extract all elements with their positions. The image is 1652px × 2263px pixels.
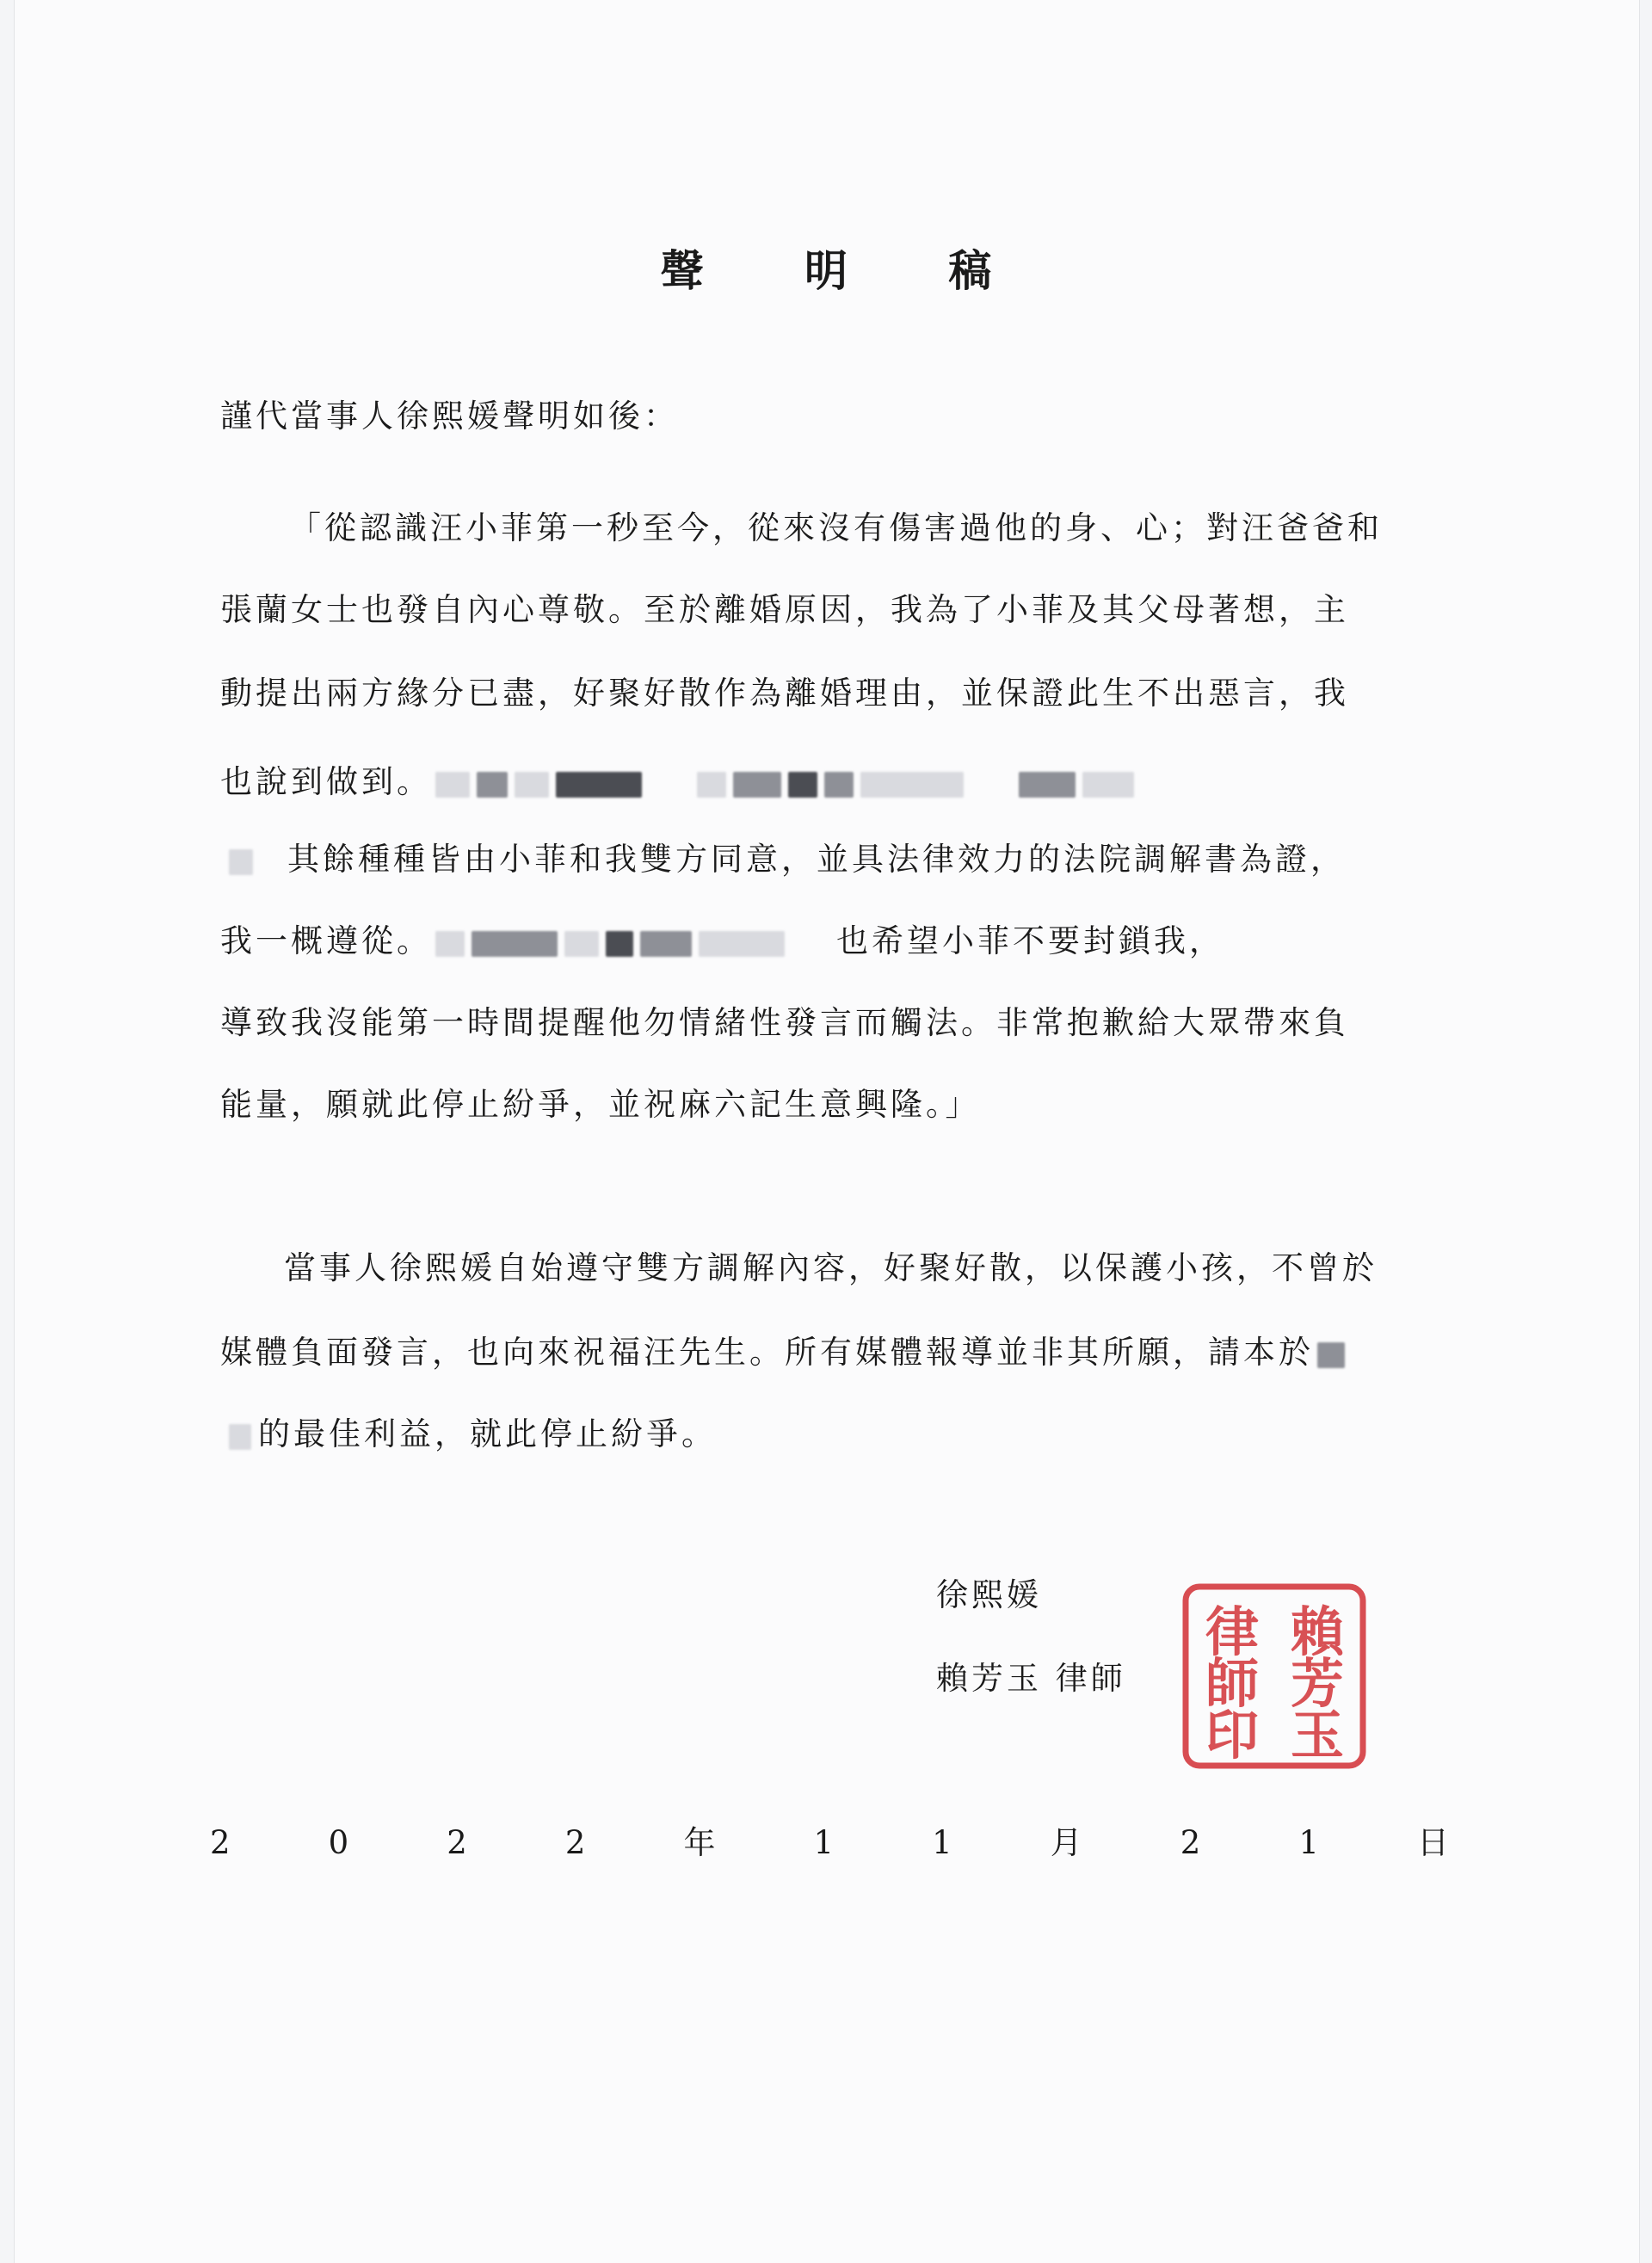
- redaction-mark: [1082, 772, 1134, 798]
- redaction-mark: [788, 772, 817, 798]
- redaction-mark: [435, 772, 470, 798]
- date-char: 2: [447, 1824, 467, 1861]
- seal-char: 師: [1205, 1652, 1260, 1715]
- seal-char: 律: [1205, 1600, 1260, 1663]
- date-char: 2: [1180, 1824, 1201, 1861]
- date-char: 1: [932, 1824, 952, 1861]
- quote-line-4-text: 也說到做到。: [220, 763, 432, 800]
- redaction-mark: [733, 772, 781, 798]
- redaction-mark: [229, 849, 253, 875]
- signatory-name: 徐熙媛: [936, 1576, 1042, 1613]
- document-title: 聲 明 稿: [660, 245, 1035, 296]
- statement-line-2-text: 媒體負面發言，也向來祝福汪先生。所有媒體報導並非其所願，請本於: [220, 1334, 1314, 1371]
- quote-line-4: [220, 762, 1137, 803]
- redaction-mark: [515, 772, 549, 798]
- date-char: 日: [1417, 1824, 1449, 1861]
- redaction-mark: [472, 931, 558, 957]
- redaction-mark: [564, 931, 599, 957]
- quote-line-6: [220, 921, 1224, 962]
- redaction-mark: [1317, 1342, 1345, 1368]
- redaction-mark: [556, 772, 642, 798]
- date-char: 月: [1050, 1824, 1082, 1861]
- date-char: 1: [1298, 1824, 1319, 1861]
- seal-char: 賴: [1290, 1600, 1345, 1663]
- quote-line-5-text: 其餘種種皆由小菲和我雙方同意，並具法律效力的法院調解書為證，: [287, 841, 1346, 878]
- quote-line-7: 導致我沒能第一時間提醒他勿情緒性發言而觸法。非常抱歉給大眾帶來負: [220, 1004, 1349, 1041]
- lawyer-name: 賴芳玉 律師: [936, 1660, 1126, 1697]
- lawyer-seal-stamp: [1180, 1582, 1368, 1771]
- date-char: 1: [813, 1824, 835, 1861]
- date-char: 0: [328, 1824, 349, 1861]
- date-char: 2: [210, 1824, 231, 1861]
- seal-char: 印: [1205, 1704, 1260, 1767]
- redaction-mark: [699, 931, 785, 957]
- redaction-mark: [640, 931, 692, 957]
- statement-line-1: 當事人徐熙媛自始遵守雙方調解內容，好聚好散，以保護小孩，不曾於: [284, 1249, 1378, 1286]
- quote-line-5: [225, 839, 1346, 880]
- statement-line-2: [220, 1332, 1348, 1373]
- date-char: 2: [564, 1824, 586, 1861]
- document-date: [210, 1822, 1449, 1864]
- redaction-mark: [477, 772, 508, 798]
- quote-line-8: 能量，願就此停止紛爭，並祝麻六記生意興隆。」: [220, 1086, 981, 1123]
- statement-line-3: [225, 1414, 717, 1455]
- redaction-mark: [824, 772, 854, 798]
- seal-char: 玉: [1290, 1704, 1345, 1767]
- quote-line-2: 張蘭女士也發自內心尊敬。至於離婚原因，我為了小菲及其父母著想，主: [220, 591, 1349, 628]
- date-char: 年: [683, 1824, 716, 1861]
- redaction-mark: [435, 931, 465, 957]
- statement-line-3-text: 的最佳利益，就此停止紛爭。: [258, 1415, 717, 1452]
- quote-line-3: 動提出兩方緣分已盡，好聚好散作為離婚理由，並保證此生不出惡言，我: [220, 675, 1349, 712]
- redaction-mark: [697, 772, 726, 798]
- redaction-mark: [606, 931, 633, 957]
- seal-char: 芳: [1290, 1652, 1345, 1715]
- document-page: [14, 0, 1640, 2263]
- redaction-mark: [229, 1424, 251, 1450]
- redaction-mark: [1019, 772, 1076, 798]
- quote-line-6-text: 我一概遵從。: [220, 922, 432, 959]
- redaction-mark: [860, 772, 964, 798]
- quote-line-1: 「從認識汪小菲第一秒至今，從來沒有傷害過他的身、心；對汪爸爸和: [289, 509, 1383, 546]
- salutation: 謹代當事人徐熙媛聲明如後：: [220, 398, 679, 435]
- quote-line-6-tail: 也希望小菲不要封鎖我，: [836, 922, 1224, 959]
